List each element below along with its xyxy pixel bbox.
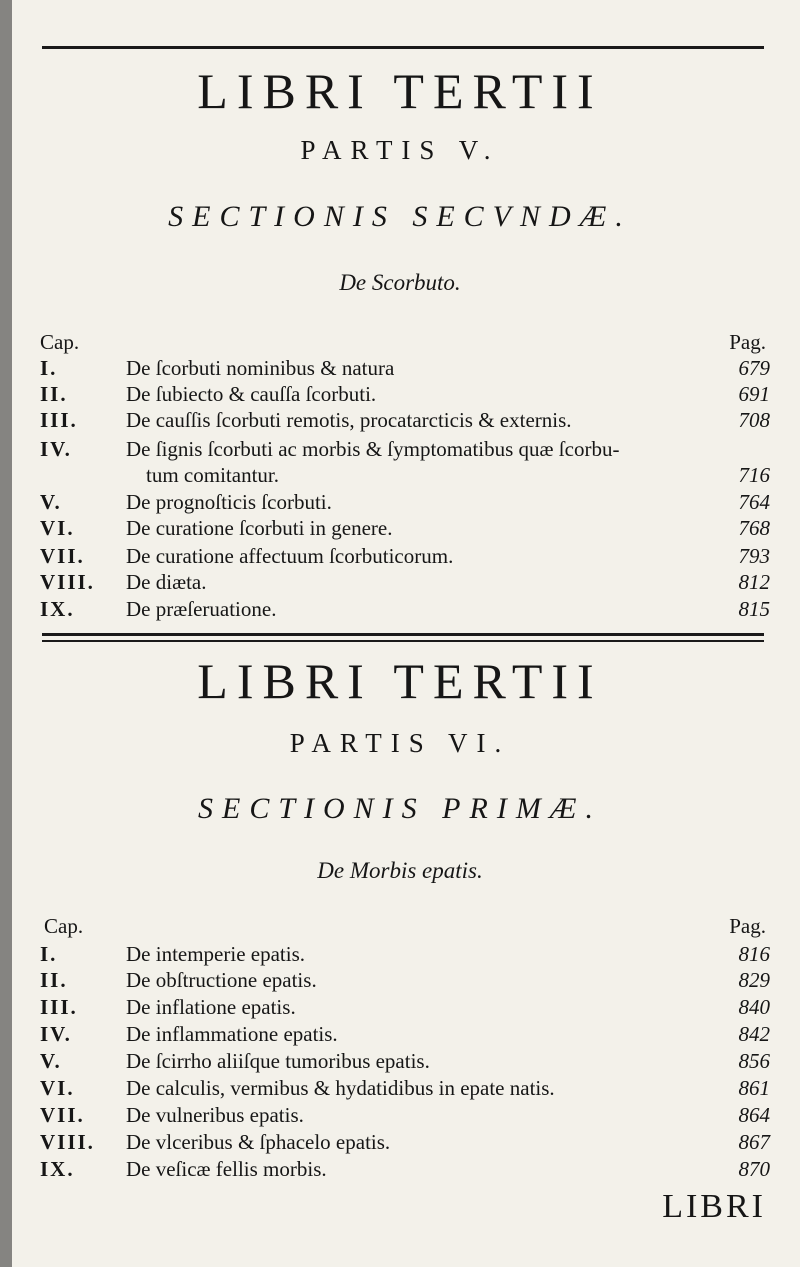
pag-column-header: Pag. <box>729 330 766 354</box>
page-number: 816 <box>738 942 770 966</box>
toc-row <box>40 463 770 488</box>
page-number: 691 <box>738 382 770 406</box>
chapter-number: VII. <box>40 544 85 568</box>
toc-row <box>40 490 770 515</box>
toc-row <box>40 597 770 622</box>
toc-row <box>40 356 770 381</box>
heading-partis: PARTIS VI. <box>289 728 511 758</box>
page-number: 793 <box>738 544 770 568</box>
chapter-title: De veſicæ fellis morbis. <box>126 1157 327 1181</box>
chapter-title: De vlceribus & ſphacelo epatis. <box>126 1130 391 1154</box>
page-number: 812 <box>738 570 770 594</box>
heading-section: SECTIONIS PRIMÆ. <box>198 792 602 825</box>
chapter-number: VIII. <box>40 570 95 594</box>
chapter-number: III. <box>40 995 78 1019</box>
page-number: 716 <box>738 463 770 487</box>
chapter-title: De inflammatione epatis. <box>126 1022 338 1046</box>
page-number: 840 <box>738 995 770 1019</box>
toc-row <box>40 408 770 433</box>
toc-row <box>40 1157 770 1182</box>
section-rule <box>42 633 764 636</box>
page-number: 861 <box>738 1076 770 1100</box>
chapter-number: IV. <box>40 1022 72 1046</box>
page-number: 864 <box>738 1103 770 1127</box>
chapter-title: De cauſſis ſcorbuti remotis, procatarcticis & externis. <box>126 408 572 432</box>
heading-libri-tertii: LIBRI TERTII <box>197 653 603 709</box>
chapter-title: De diæta. <box>126 570 207 594</box>
page-number: 679 <box>738 356 770 380</box>
chapter-number: I. <box>40 356 58 380</box>
page-number: 768 <box>738 516 770 540</box>
chapter-number: V. <box>40 490 62 514</box>
cap-column-header: Cap. <box>44 914 84 938</box>
chapter-number: II. <box>40 382 68 406</box>
chapter-number: V. <box>40 1049 62 1073</box>
toc-row <box>40 544 770 569</box>
toc-row <box>40 1049 770 1074</box>
chapter-title: tum comitantur. <box>146 463 279 487</box>
chapter-title: De prognoſticis ſcorbuti. <box>126 490 332 514</box>
toc-row <box>40 995 770 1020</box>
toc-row <box>40 1022 770 1047</box>
chapter-title: De ſcirrho aliiſque tumoribus epatis. <box>126 1049 430 1073</box>
chapter-title: De præſeruatione. <box>126 597 277 621</box>
toc-row <box>40 942 770 967</box>
section-rule-thin <box>42 640 764 642</box>
heading-topic: De Scorbuto. <box>339 270 461 295</box>
chapter-number: II. <box>40 968 68 992</box>
heading-section: SECTIONIS SECVNDÆ. <box>168 200 632 233</box>
page-number: 856 <box>738 1049 770 1073</box>
toc-row <box>40 382 770 407</box>
chapter-title: De calculis, vermibus & hydatidibus in epate natis. <box>126 1076 555 1100</box>
catchword: LIBRI <box>662 1188 766 1225</box>
chapter-title: De ſubiecto & cauſſa ſcorbuti. <box>126 382 377 406</box>
chapter-number: VI. <box>40 1076 75 1100</box>
toc-row <box>40 570 770 595</box>
binding-edge <box>0 0 12 1267</box>
chapter-number: VI. <box>40 516 75 540</box>
chapter-title: De curatione ſcorbuti in genere. <box>126 516 393 540</box>
toc-row <box>40 1103 770 1128</box>
chapter-title: De curatione affectuum ſcorbuticorum. <box>126 544 454 568</box>
heading-topic: De Morbis epatis. <box>317 858 483 883</box>
chapter-number: IX. <box>40 1157 75 1181</box>
chapter-title: De obſtructione epatis. <box>126 968 317 992</box>
page-number: 829 <box>738 968 770 992</box>
chapter-title: De ſcorbuti nominibus & natura <box>126 356 395 380</box>
page-number: 815 <box>738 597 770 621</box>
chapter-title: De inflatione epatis. <box>126 995 296 1019</box>
chapter-title: De intemperie epatis. <box>126 942 306 966</box>
chapter-number: VII. <box>40 1103 85 1127</box>
page-number: 867 <box>738 1130 770 1154</box>
chapter-number: IV. <box>40 437 72 461</box>
top-rule <box>42 46 764 49</box>
page-number: 842 <box>738 1022 770 1046</box>
cap-column-header: Cap. <box>40 330 80 354</box>
chapter-title: De vulneribus epatis. <box>126 1103 304 1127</box>
heading-partis: PARTIS V. <box>300 135 500 165</box>
page-number: 708 <box>738 408 770 432</box>
page-number: 870 <box>738 1157 770 1181</box>
page-number: 764 <box>738 490 770 514</box>
heading-libri-tertii: LIBRI TERTII <box>197 63 603 119</box>
toc-row <box>40 968 770 993</box>
chapter-number: III. <box>40 408 78 432</box>
toc-row <box>40 516 770 541</box>
toc-row <box>40 437 770 462</box>
chapter-number: VIII. <box>40 1130 95 1154</box>
chapter-number: IX. <box>40 597 75 621</box>
chapter-title: De ſignis ſcorbuti ac morbis & ſymptomatibus quæ ſcorbu- <box>126 437 620 461</box>
toc-row <box>40 1130 770 1155</box>
chapter-number: I. <box>40 942 58 966</box>
pag-column-header: Pag. <box>729 914 766 938</box>
toc-row <box>40 1076 770 1101</box>
